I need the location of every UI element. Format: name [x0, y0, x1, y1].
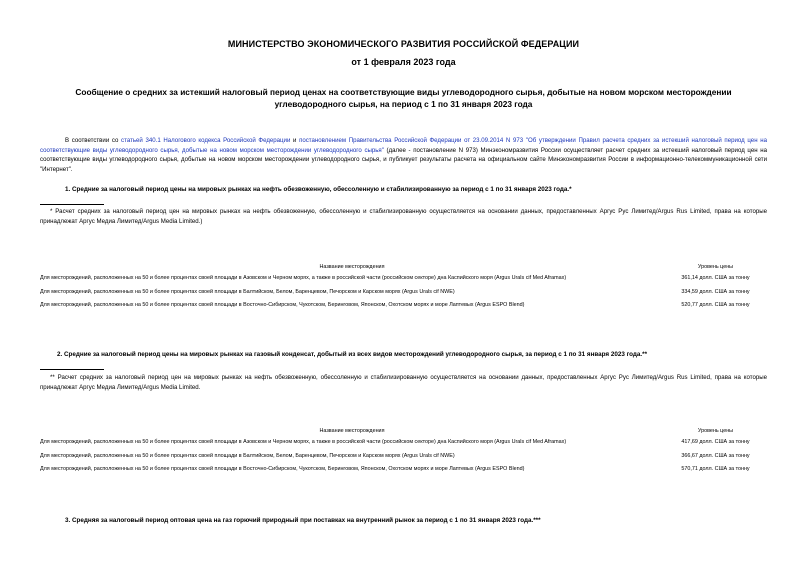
field-name-cell: Для месторождений, расположенных на 50 и более процентах своей площади в Балтийском, Белом, Баренцевом, Печорском и Карском морях (Argus Urals cif NWE): [40, 288, 455, 295]
intro-text-and: и: [290, 137, 300, 144]
table-row: [40, 439, 767, 452]
field-name-cell: Для месторождений, расположенных на 50 и более процентах своей площади в Азовском и Черном морях, а также в российской части (российском секторе) дна Каспийского моря (Argus Urals cif Med Aframax): [40, 275, 567, 282]
tax-code-link[interactable]: статьей 340.1 Налогового кодекса Российской Федерации: [121, 137, 291, 144]
column-header-price: Уровень цены: [697, 428, 734, 434]
table-header-row: [40, 428, 767, 439]
section-1-table: [40, 264, 767, 316]
table-row: [40, 466, 767, 479]
column-header-field-name: Название месторождения: [319, 264, 385, 270]
footnote-divider-2: [40, 369, 104, 370]
table-row: [40, 302, 767, 315]
government-decree-link[interactable]: постановлением Правительства Российской Федерации от 23.09.2014 N 973 "Об утверждении Правил расчета средних за истекший налоговый период цен на соответствующие виды углеводородного сырья, добытые на новом морском месторождении углеводородного сырья": [40, 137, 767, 154]
price-cell: 520,77 долл. США за тонну: [681, 302, 750, 309]
ministry-name: МИНИСТЕРСТВО ЭКОНОМИЧЕСКОГО РАЗВИТИЯ РОССИЙСКОЙ ФЕДЕРАЦИИ: [227, 39, 580, 49]
section-1-title: 1. Средние за налоговый период цены на мировых рынках на нефть обезвоженную, обессоленную и стабилизированную за период с 1 по 31 января 2023 года.*: [65, 186, 572, 193]
footnote-divider-1: [40, 204, 104, 205]
section-2-footnote: ** Расчет средних за налоговый период цен на мировых рынках на нефть обезвоженную, обессоленную и стабилизированную осуществляется на основании данных, предоставленных Аргус Рус Лимитед/Argus Rus Limited, права на которые принадлежат Аргус Медиа Лимитед/Argus Media Limited.: [40, 374, 767, 391]
intro-paragraph: [40, 136, 767, 174]
section-1-footnote: * Расчет средних за налоговый период цен на мировых рынках на нефть обезвоженную, обессоленную и стабилизированную осуществляется на основании данных, предоставленных Аргус Рус Лимитед/Argus Rus Limited, права на которые принадлежат Аргус Медиа Лимитед/Argus Media Limited.): [40, 208, 767, 225]
table-row: [40, 289, 767, 302]
field-name-cell: Для месторождений, расположенных на 50 и более процентах своей площади в Балтийском, Белом, Баренцевом, Печорском и Карском морях (Argus Urals cif NWE): [40, 452, 455, 459]
field-name-cell: Для месторождений, расположенных на 50 и более процентах своей площади в Азовском и Черном морях, а также в российской части (российском секторе) дна Каспийского моря (Argus Urals cif Med Aframax): [40, 439, 567, 446]
table-row: [40, 453, 767, 466]
price-cell: 366,67 долл. США за тонну: [681, 452, 750, 459]
intro-text-start: В соответствии со: [65, 137, 122, 144]
column-header-price: Уровень цены: [697, 264, 734, 270]
section-2-title: 2. Средние за налоговый период цены на мировых рынках на газовый конденсат, добытый из всех видов месторождений углеводородного сырья, за период с 1 по 31 января 2023 года.**: [57, 351, 648, 358]
price-cell: 570,71 долл. США за тонну: [681, 466, 750, 473]
price-cell: 417,69 долл. США за тонну: [681, 439, 750, 446]
table-header-row: [40, 264, 767, 275]
price-cell: 334,59 долл. США за тонну: [681, 288, 750, 295]
intro-text-end: (далее - постановление N 973) Минэкономразвития России осуществляет расчет средних за истекший налоговый период цен на соответствующие виды углеводородного сырья, добытые на новом морском месторождении углеводородного сырья, и публикует результаты расчета на официальном сайте Минэкономразвития России в информационно-телекоммуникационной сети "Интернет".: [40, 146, 767, 173]
price-cell: 361,14 долл. США за тонну: [681, 275, 750, 282]
field-name-cell: Для месторождений, расположенных на 50 и более процентах своей площади в Восточно-Сибирском, Чукотском, Беринговом, Японском, Охотском морях и море Лаптевых (Argus ESPO Blend): [40, 302, 525, 309]
section-3-title: 3. Средняя за налоговый период оптовая цена на газ горючий природный при поставках на внутренний рынок за период с 1 по 31 января 2023 года.***: [65, 517, 541, 524]
document-title: Сообщение о средних за истекший налоговый период ценах на соответствующие виды углеводородного сырья, добытые на новом морском месторождении углеводородного сырья, на период с 1 по 31 января 2023 года: [75, 87, 732, 109]
document-date: от 1 февраля 2023 года: [351, 57, 456, 67]
table-row: [40, 275, 767, 288]
field-name-cell: Для месторождений, расположенных на 50 и более процентах своей площади в Восточно-Сибирском, Чукотском, Беринговом, Японском, Охотском морях и море Лаптевых (Argus ESPO Blend): [40, 466, 525, 473]
column-header-field-name: Название месторождения: [319, 428, 385, 434]
section-2-table: [40, 428, 767, 480]
